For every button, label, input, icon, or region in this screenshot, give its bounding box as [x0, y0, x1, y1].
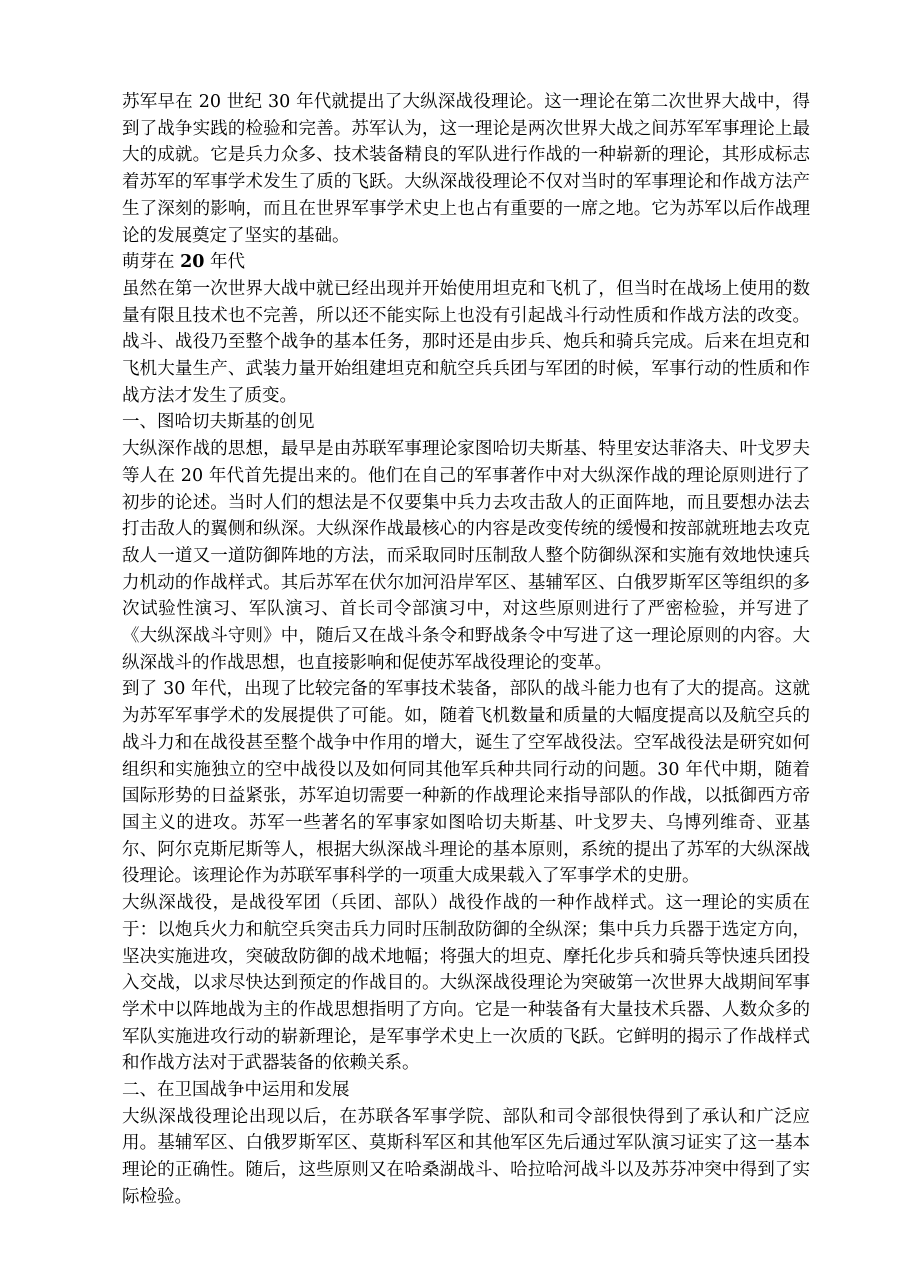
document-page: [122, 89, 810, 1211]
section-heading-origin: [122, 249, 810, 276]
section-heading-patriotic-war: 二、在卫国战争中运用和发展: [122, 1080, 350, 1101]
heading-origin-suffix: 年代: [204, 252, 246, 273]
paragraph-deep-operation-idea: 大纵深作战的思想，最早是由苏联军事理论家图哈切夫斯基、特里安达菲洛夫、叶戈罗夫等人在 20 年代首先提出来的。他们在自己的军事著作中对大纵深作战的理论原则进行了初步的论述。当时人们的想法是不仅要集中兵力去攻击敌人的正面阵地，而且要想办法去打击敌人的翼侧和纵深。大纵深作战最核心的内容是改变传统的缓慢和按部就班地去攻克敌人一道又一道防御阵地的方法，而采取同时压制敌人整个防御纵深和实施有效地快速兵力机动的作战样式。其后苏军在伏尔加河沿岸军区、基辅军区、白俄罗斯军区等组织的多次试验性演习、军队演习、首长司令部演习中，对这些原则进行了严密检验，并写进了《大纵深战斗守则》中，随后又在战斗条令和野战条令中写进了这一理论原则的内容。大纵深战斗的作战思想，也直接影响和促使苏军战役理论的变革。: [122, 439, 810, 673]
paragraph-ww1-background: 虽然在第一次世界大战中就已经出现并开始使用坦克和飞机了，但当时在战场上使用的数量有限且技术也不完善，所以还不能实际上也没有引起战斗行动性质和作战方法的改变。战斗、战役乃至整个战争的基本任务，那时还是由步兵、炮兵和骑兵完成。后来在坦克和飞机大量生产、武装力量开始组建坦克和航空兵兵团与军团的时候，军事行动的性质和作战方法才发生了质变。: [122, 278, 810, 406]
heading-origin-prefix: 萌芽在: [122, 252, 181, 273]
section-heading-tukhachevsky: 一、图哈切夫斯基的创见: [122, 412, 315, 433]
paragraph-1930s-development: 到了 30 年代，出现了比较完备的军事技术装备，部队的战斗能力也有了大的提高。这就为苏军军事学术的发展提供了可能。如，随着飞机数量和质量的大幅度提高以及航空兵的战斗力和在战役甚至整个战争中作用的增大，诞生了空军战役法。空军战役法是研究如何组织和实施独立的空中战役以及如何同其他军兵种共同行动的问题。30 年代中期，随着国际形势的日益紧张，苏军迫切需要一种新的作战理论来指导部队的作战，以抵御西方帝国主义的进攻。苏军一些著名的军事家如图哈切夫斯基、叶戈罗夫、乌博列维奇、亚基尔、阿尔克斯尼斯等人，根据大纵深战斗理论的基本原则，系统的提出了苏军的大纵深战役理论。该理论作为苏联军事科学的一项重大成果载入了军事学术的史册。: [122, 679, 810, 887]
paragraph-application: 大纵深战役理论出现以后，在苏联各军事学院、部队和司令部很快得到了承认和广泛应用。基辅军区、白俄罗斯军区、莫斯科军区和其他军区先后通过军队演习证实了这一基本理论的正确性。随后，这些原则又在哈桑湖战斗、哈拉哈河战斗以及苏芬冲突中得到了实际检验。: [122, 1106, 810, 1207]
heading-origin-number: 20: [180, 252, 205, 273]
intro-paragraph: 苏军早在 20 世纪 30 年代就提出了大纵深战役理论。这一理论在第二次世界大战中，得到了战争实践的检验和完善。苏军认为，这一理论是两次世界大战之间苏军军事理论上最大的成就。它是兵力众多、技术装备精良的军队进行作战的一种崭新的理论，其形成标志着苏军的军事学术发生了质的飞跃。大纵深战役理论不仅对当时的军事理论和作战方法产生了深刻的影响，而且在世界军事学术史上也占有重要的一席之地。它为苏军以后作战理论的发展奠定了坚实的基础。: [122, 92, 810, 246]
paragraph-deep-operation-definition: 大纵深战役，是战役军团（兵团、部队）战役作战的一种作战样式。这一理论的实质在于：以炮兵火力和航空兵突击兵力同时压制敌防御的全纵深；集中兵力兵器于选定方向，坚决实施进攻，突破敌防御的战术地幅；将强大的坦克、摩托化步兵和骑兵等快速兵团投入交战，以求尽快达到预定的作战目的。大纵深战役理论为突破第一次世界大战期间军事学术中以阵地战为主的作战思想指明了方向。它是一种装备有大量技术兵器、人数众多的军队实施进攻行动的崭新理论，是军事学术史上一次质的飞跃。它鲜明的揭示了作战样式和作战方法对于武器装备的依赖关系。: [122, 893, 810, 1074]
